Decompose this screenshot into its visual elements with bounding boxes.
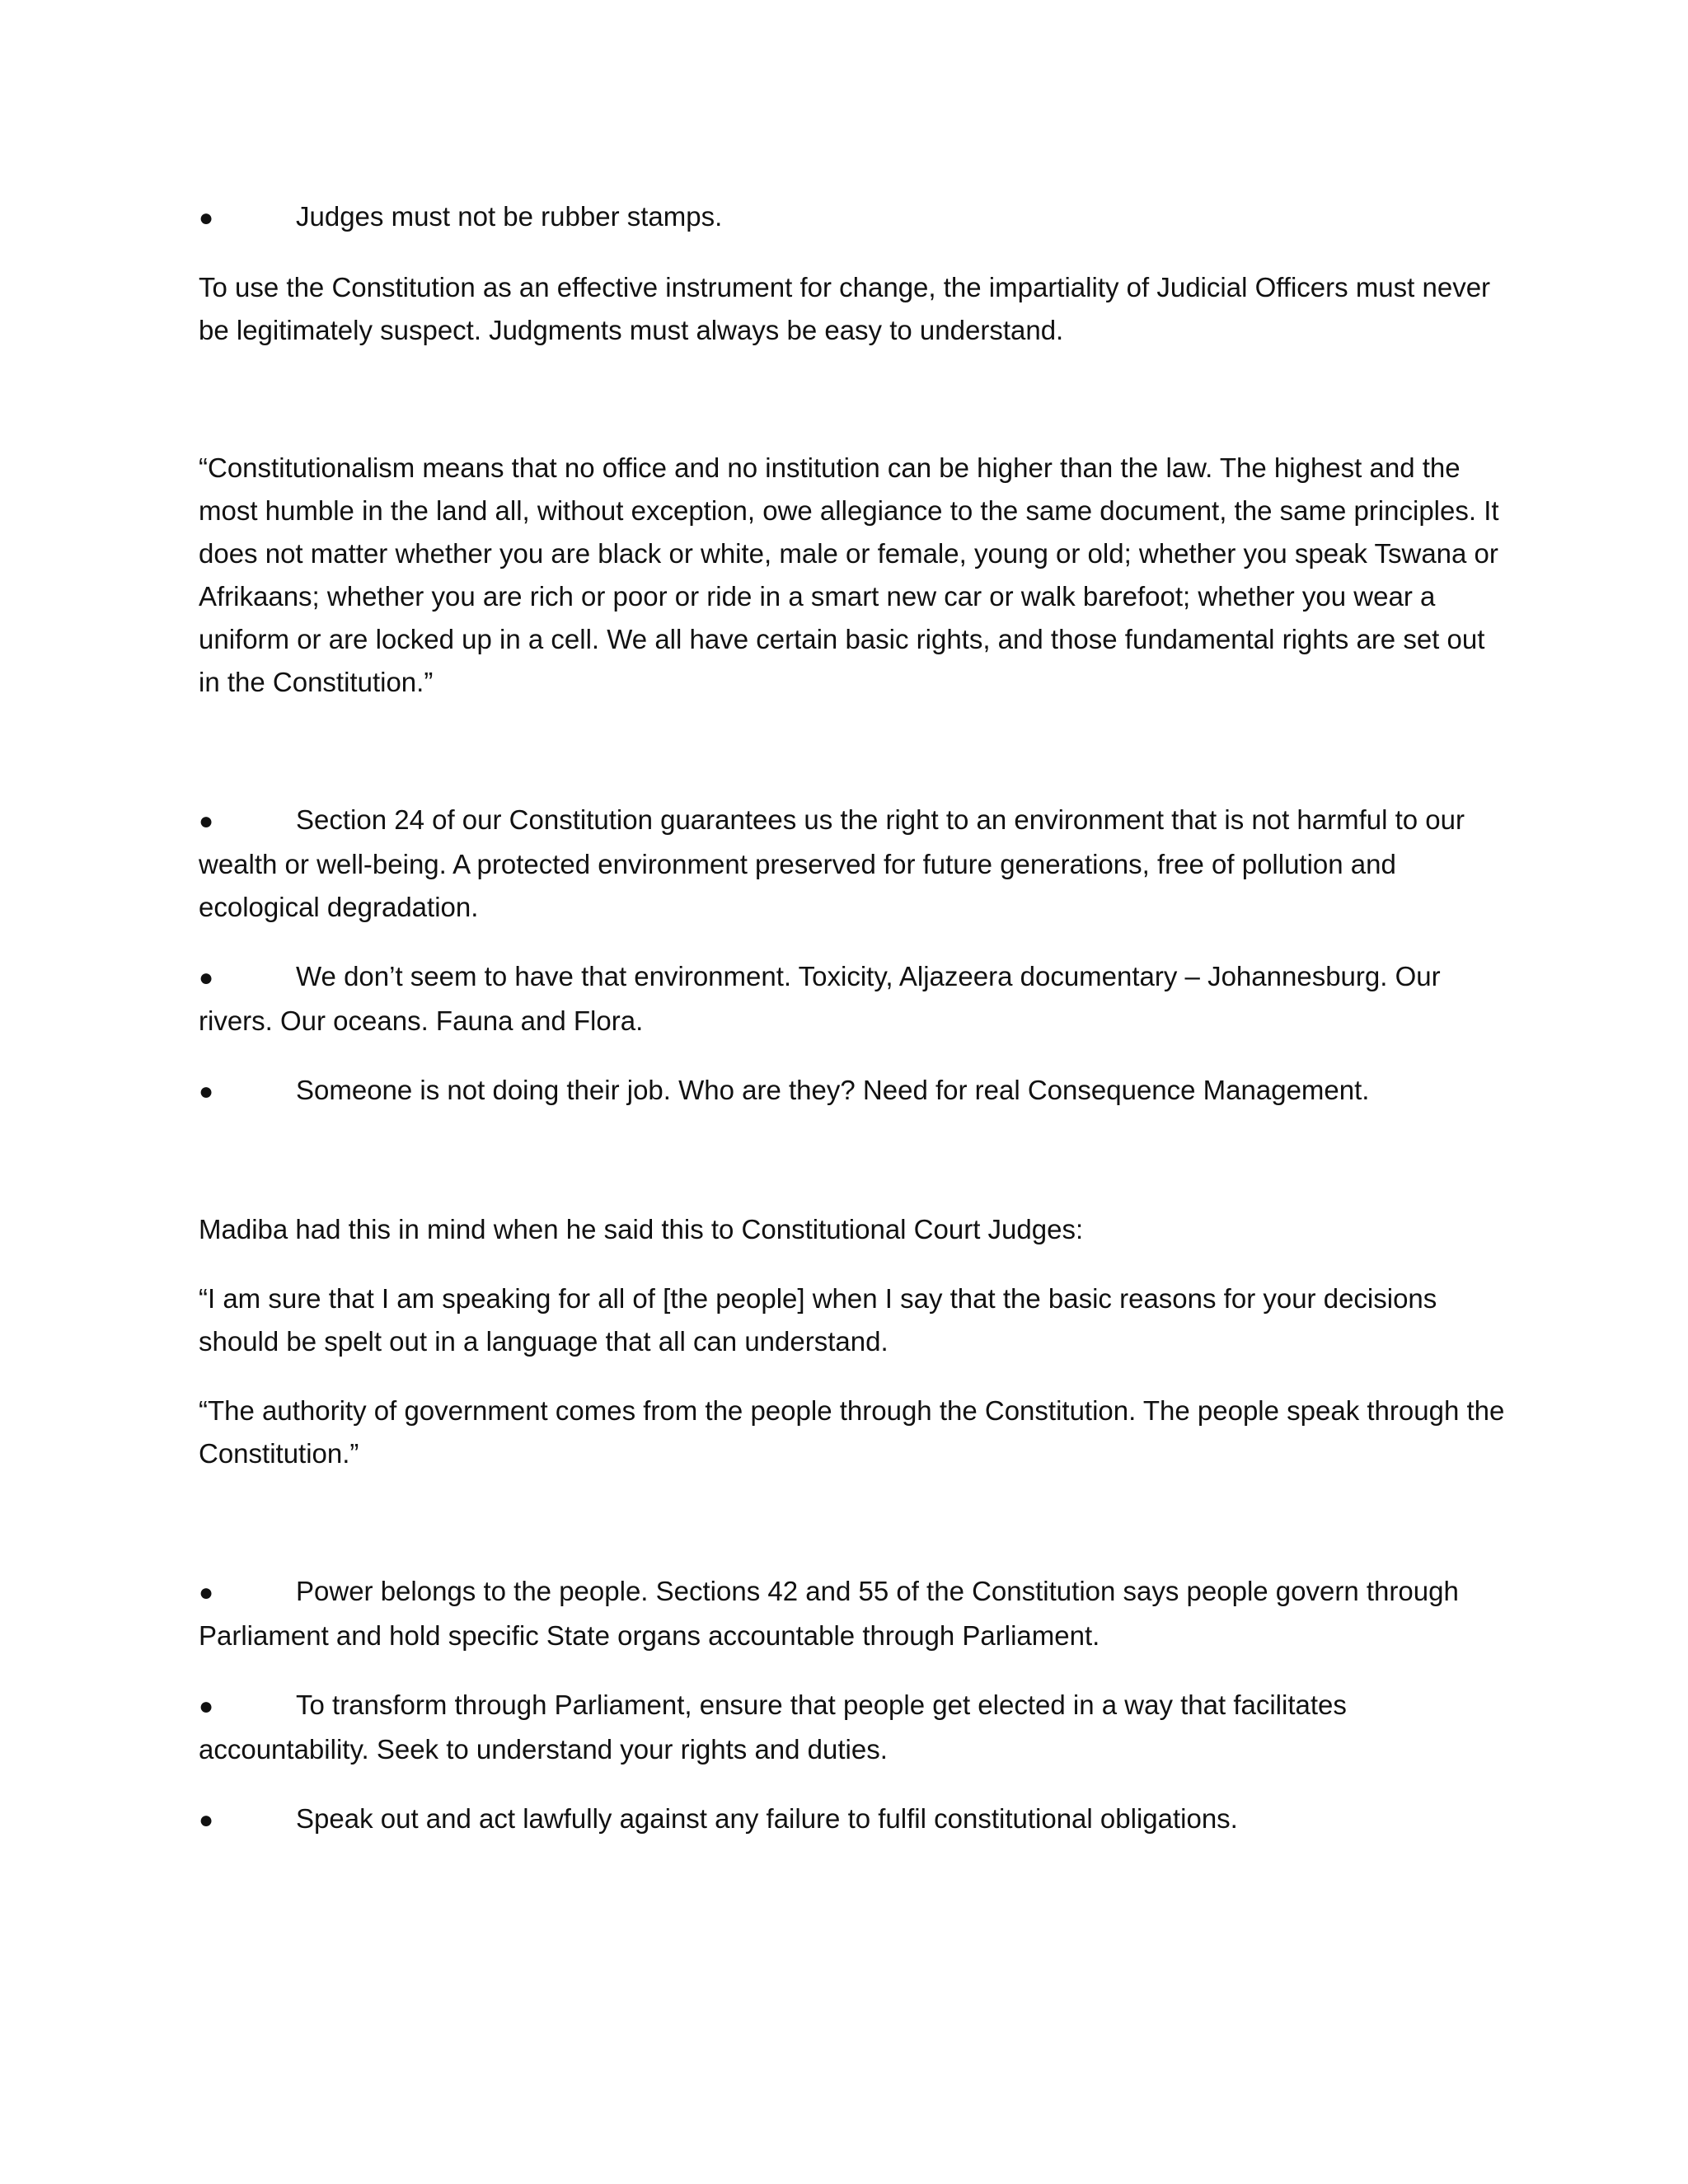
bullet-item — [199, 955, 1509, 1043]
bullet-icon: ● — [199, 1807, 214, 1834]
bullet-icon: ● — [199, 964, 214, 991]
bullet-text: Someone is not doing their job. Who are they? Need for real Consequence Management. — [296, 1075, 1370, 1105]
bullet-icon: ● — [199, 1693, 214, 1720]
bullet-item — [199, 1570, 1509, 1657]
bullet-icon: ● — [199, 1078, 214, 1105]
bullet-text: Power belongs to the people. Sections 42 and 55 of the Constitution says people govern through Parliament and hold specific State organs accountable through Parliament. — [199, 1576, 1459, 1651]
quote-paragraph: “The authority of government comes from the people through the Constitution. The people speak through the Constitution.” — [199, 1395, 1505, 1469]
quote-paragraph: “I am sure that I am speaking for all of [the people] when I say that the basic reasons for your decisions should be spelt out in a language that all can understand. — [199, 1283, 1437, 1357]
bullet-item — [199, 799, 1509, 929]
bullet-icon: ● — [199, 1579, 214, 1606]
quote-paragraph: “Constitutionalism means that no office and no institution can be higher than the law. The highest and the most humble in the land all, without exception, owe allegiance to the same document, the same principles. It does not matter whether you are black or white, male or female, young or old; whether you speak Tswana or Afrikaans; whether you are rich or poor or ride in a smart new car or walk barefoot; whether you wear a uniform or are locked up in a cell. We all have certain basic rights, and those fundamental rights are set out in the Constitution.” — [199, 452, 1499, 697]
paragraph: Madiba had this in mind when he said this to Constitutional Court Judges: — [199, 1214, 1084, 1244]
bullet-text: Section 24 of our Constitution guarantees us the right to an environment that is not harmful to our wealth or well-being. A protected environment preserved for future generations, free of pollution and ecological degradation. — [199, 804, 1465, 922]
bullet-item — [199, 195, 1509, 240]
document-body — [199, 195, 1509, 1842]
bullet-icon: ● — [199, 808, 214, 835]
bullet-text: We don’t seem to have that environment. Toxicity, Aljazeera documentary – Johannesburg. Our rivers. Our oceans. Fauna and Flora. — [199, 961, 1441, 1036]
bullet-text: Speak out and act lawfully against any failure to fulfil constitutional obligations. — [296, 1803, 1238, 1834]
bullet-text: Judges must not be rubber stamps. — [296, 201, 723, 232]
bullet-text: To transform through Parliament, ensure that people get elected in a way that facilitates accountability. Seek to understand your rights and duties. — [199, 1690, 1347, 1765]
bullet-item — [199, 1684, 1509, 1771]
bullet-item — [199, 1069, 1509, 1113]
bullet-icon: ● — [199, 204, 214, 232]
paragraph: To use the Constitution as an effective instrument for change, the impartiality of Judicial Officers must never be legitimately suspect. Judgments must always be easy to understand. — [199, 272, 1491, 345]
bullet-item — [199, 1797, 1509, 1842]
